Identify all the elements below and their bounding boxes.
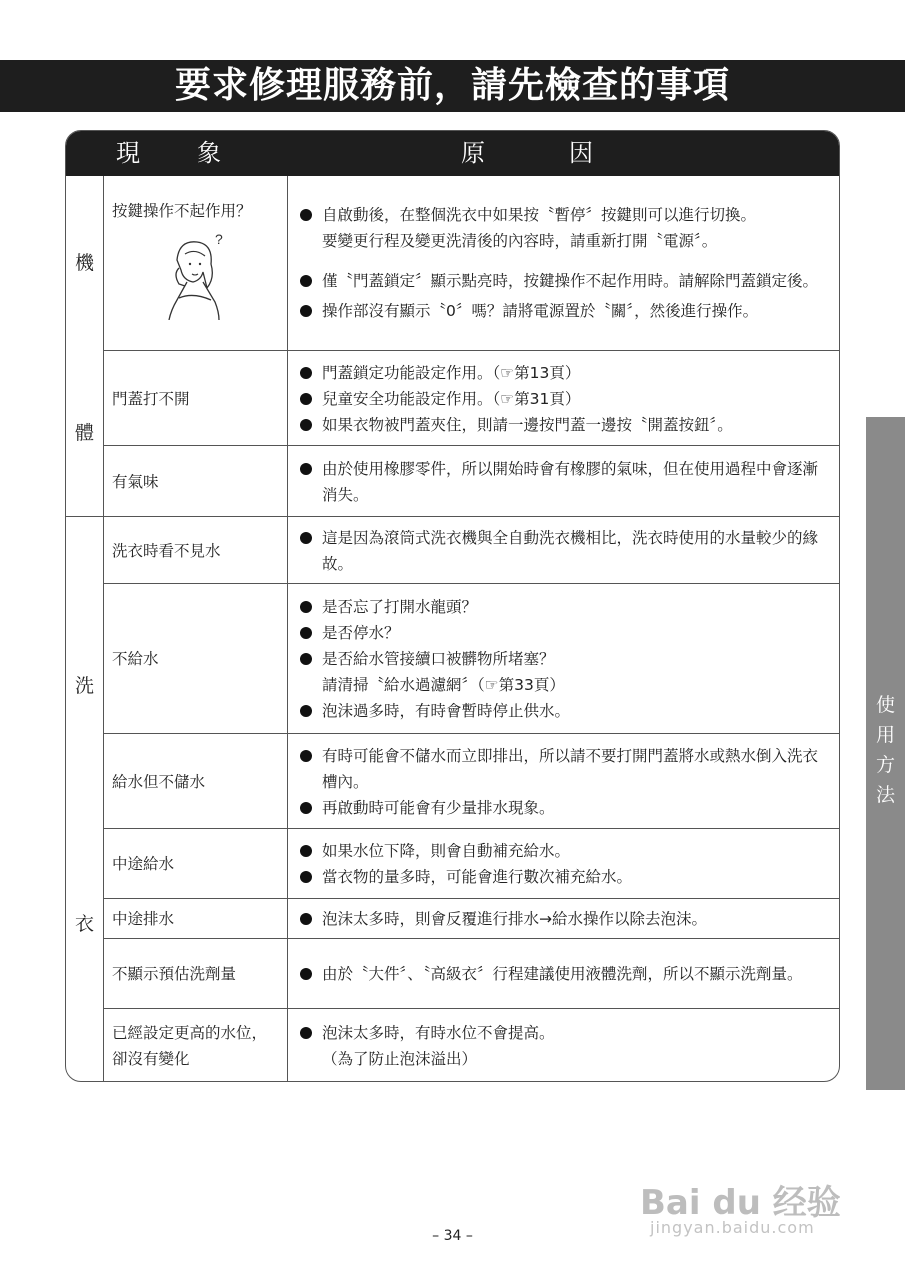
symptom-text: 門蓋打不開	[112, 389, 190, 408]
symptom-text: 有氣味	[112, 472, 159, 491]
category-machine-label: 機 體	[74, 252, 94, 444]
page-title: 要求修理服務前，請先檢查的事項	[0, 60, 905, 112]
watermark-logo: Bai du 经验	[640, 1183, 841, 1223]
symptom-cell	[103, 899, 288, 939]
cause-bullet: 自啟動後，在整個洗衣中如果按〝暫停〞按鍵則可以進行切換。	[298, 202, 831, 228]
symptom-cell	[103, 446, 288, 517]
table-row	[103, 176, 839, 350]
category-washing-label: 洗 衣	[74, 675, 94, 935]
symptom-text: 不顯示預估洗劑量	[112, 965, 237, 983]
symptom-text: 已經設定更高的水位，卻沒有變化	[112, 1023, 268, 1068]
table-row	[103, 445, 839, 517]
cause-subtext: 要變更行程及變更洗清後的內容時，請重新打開〝電源〞。	[322, 232, 718, 250]
cause-cell	[298, 829, 831, 899]
table-row	[103, 828, 839, 899]
cause-bullet: 門蓋鎖定功能設定作用。（☞第13頁）	[298, 360, 831, 386]
cause-cell	[298, 734, 831, 829]
symptom-text: 中途給水	[112, 855, 175, 873]
symptom-cell	[103, 176, 288, 350]
header-phenomenon: 現 象	[116, 139, 224, 167]
cause-bullet: 泡沫過多時，有時會暫時停止供水。	[298, 698, 831, 724]
cause-cell	[298, 1009, 831, 1082]
symptom-cell	[103, 939, 288, 1009]
watermark-url: jingyan.baidu.com	[650, 1218, 815, 1237]
table-row	[103, 898, 839, 939]
cause-cell	[298, 351, 831, 446]
cause-subtext: （為了防止泡沫溢出）	[322, 1049, 478, 1068]
table-row	[103, 516, 839, 584]
cause-bullet: 兒童安全功能設定作用。（☞第31頁）	[298, 386, 831, 412]
symptom-cell	[103, 584, 288, 734]
page-number: – 34 –	[432, 1228, 473, 1244]
cause-bullet: 由於〝大件〞、〝高級衣〞行程建議使用液體洗劑，所以不顯示洗劑量。	[298, 961, 831, 987]
cause-bullet: 是否停水？	[298, 620, 831, 646]
symptom-cell	[103, 351, 288, 446]
troubleshooting-table	[65, 130, 840, 1082]
cause-cell	[298, 176, 831, 350]
confused-woman-illustration	[157, 230, 227, 320]
symptom-text: 給水但不儲水	[112, 772, 206, 791]
table-row	[103, 938, 839, 1009]
table-row	[103, 350, 839, 446]
cause-cell	[298, 517, 831, 584]
cause-bullet: 由於使用橡膠零件，所以開始時會有橡膠的氣味，但在使用過程中會逐漸消失。	[298, 456, 831, 508]
header-cause: 原 因	[461, 139, 596, 167]
category-washing	[66, 516, 104, 1082]
symptom-text: 洗衣時看不見水	[112, 541, 221, 560]
cause-bullet: 是否忘了打開水龍頭？	[298, 594, 831, 620]
cause-bullet: 當衣物的量多時，可能會進行數次補充給水。	[298, 864, 831, 890]
symptom-cell	[103, 829, 288, 899]
cause-bullet: 是否給水管接續口被髒物所堵塞？	[298, 646, 831, 672]
cause-bullet: 泡沫太多時，有時水位不會提高。	[298, 1020, 831, 1046]
cause-bullet: 如果水位下降，則會自動補充給水。	[298, 838, 831, 864]
table-row	[103, 733, 839, 829]
cause-bullet: 操作部沒有顯示〝0〞嗎？請將電源置於〝關〞，然後進行操作。	[298, 298, 831, 324]
table-header	[66, 131, 839, 176]
cause-bullet: 有時可能會不儲水而立即排出，所以請不要打開門蓋將水或熱水倒入洗衣槽內。	[298, 743, 831, 795]
symptom-cell	[103, 1009, 288, 1082]
cause-bullet: 再啟動時可能會有少量排水現象。	[298, 795, 831, 821]
section-side-tab-label: 使 用 方 法	[875, 694, 895, 806]
category-machine	[66, 176, 104, 516]
symptom-text: 不給水	[112, 650, 159, 668]
cause-bullet: 如果衣物被門蓋夾住，則請一邊按門蓋一邊按〝開蓋按鈕〞。	[298, 412, 831, 438]
cause-subtext: 請清掃〝給水過濾網〞（☞第33頁）	[322, 676, 565, 694]
symptom-cell	[103, 517, 288, 584]
cause-bullet: 僅〝門蓋鎖定〞顯示點亮時，按鍵操作不起作用時。請解除門蓋鎖定後。	[298, 268, 831, 294]
cause-bullet: 這是因為滾筒式洗衣機與全自動洗衣機相比，洗衣時使用的水量較少的緣故。	[298, 525, 831, 577]
cause-cell	[298, 446, 831, 517]
cause-cell	[298, 939, 831, 1009]
table-row	[103, 1008, 839, 1082]
table-row	[103, 583, 839, 734]
symptom-cell	[103, 734, 288, 829]
cause-cell	[298, 899, 831, 939]
cause-bullet: 泡沫太多時，則會反覆進行排水→給水操作以除去泡沫。	[298, 906, 831, 932]
cause-cell	[298, 584, 831, 734]
symptom-text: 中途排水	[112, 910, 175, 928]
question-mark-icon: ?	[215, 231, 223, 247]
symptom-text: 按鍵操作不起作用？	[112, 202, 252, 220]
